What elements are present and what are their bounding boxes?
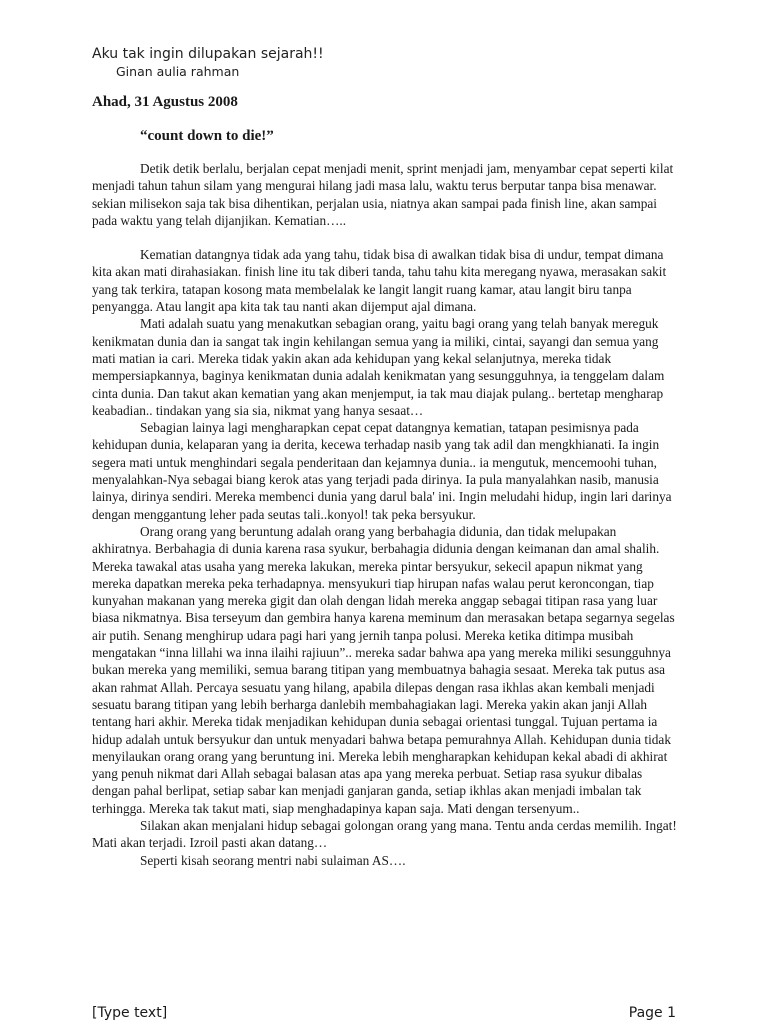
page-number: Page 1 [628, 1005, 676, 1021]
document-body [92, 160, 678, 869]
paragraph: Seperti kisah seorang mentri nabi sulaiman AS…. [140, 852, 406, 868]
paragraph: Sebagian lainya lagi mengharapkan cepat cepat datangnya kematian, tatapan pesimisnya pada kehidupan dunia, kelaparan yang ia derita, kecewa terhadap nasib yang tak adil dan mengkhianati. Ia ingin segera mati untuk menghindari segala penderitaan dan kejamnya dunia.. ia mengutuk, mencemoohi tuhan, menyalahkan-Nya sebagai biang kerok atas yang terjadi pada dirinya. Ia pula manyalahkan nasib, manusia lainya, dirinya sendiri. Mereka membenci dunia yang darul bala' ini. Ingin meludahi hidup, ingin lari darinya dengan menggantung leher pada seutas tali..konyol! tak peka bersyukur. [92, 420, 672, 522]
entry-heading: “count down to die!” [140, 128, 274, 144]
paragraph: Detik detik berlalu, berjalan cepat menjadi menit, sprint menjadi jam, menyambar cepat seperti kilat menjadi tahun tahun silam yang mengurai hilang jadi masa lalu, waktu terus berputar tanpa bisa menawar. sekian milisekon saja tak bisa dihentikan, perjalan usia, niatnya akan sampai pada finish line, akan sampai pada waktu yang telah dijanjikan. Kematian….. [92, 161, 674, 228]
author-name: Ginan aulia rahman [116, 64, 240, 79]
entry-date: Ahad, 31 Agustus 2008 [92, 94, 238, 110]
footer-placeholder-text: [Type text] [92, 1005, 168, 1021]
paragraph: Kematian datangnya tidak ada yang tahu, tidak bisa di awalkan tidak bisa di undur, tempat dimana kita akan mati dirahasiakan. finish line itu tak diberi tanda, tahu tahu kita meregang nyawa, merasakan sakit yang tak terkira, tatapan kosong mata membelalak ke langit langit ruang kamar, atau langit biru tanpa penyangga. Atau langit apa kita tak tau nanti akan dijemput ajal dimana. [92, 247, 667, 315]
document-title: Aku tak ingin dilupakan sejarah!! [92, 46, 324, 62]
paragraph: Orang orang yang beruntung adalah orang yang berbahagia didunia, dan tidak melupakan akhiratnya. Berbahagia di dunia karena rasa syukur, berbahagia didunia dengan keimanan dan amal shalih. Mereka tawakal atas usaha yang mereka lakukan, mereka pintar bersyukur, sekecil apapun nikmat yang mereka dapatkan mereka peka terhadapnya. mensyukuri tiap hirupan nafas walau perut keroncongan, tiap kunyahan makanan yang mereka gigit dan olah dengan lidah mereka anggap sebagai titipan rasa yang luar biasa nikmatnya. Bisa terseyum dan gembira hanya karena meminum dan merasakan betapa segarnya segelas air putih. Senang menghirup udara pagi hari yang jernih tanpa polusi. Mereka ketika ditimpa musibah mengatakan “inna lillahi wa inna ilaihi rajiuun”.. mereka sadar bahwa apa yang mereka miliki sesungguhnya bukan mereka yang memiliki, semua barang titipan yang membuatnya bahagia sesaat. Mereka tak putus asa akan rahmat Allah. Percaya sesuatu yang hilang, apabila dilepas dengan rasa ikhlas akan kembali menjadi sesuatu barang titipan yang lebih berharga danlebih membahagiakan lagi. Mereka yakin akan janji Allah tentang hari akhir. Mereka tidak menjadikan kehidupan dunia sebagai orientasi tunggal. Tujuan pertama ia hidup adalah untuk bersyukur dan untuk menyadari bahwa betapa pemurahnya Allah. Kehidupan dunia tidak menyilaukan orang orang yang beruntung ini. Mereka lebih mengharapkan kehidupan kekal abadi di akhirat yang penuh nikmat dari Allah sebagai balasan atas apa yang mereka perbuat. Setiap rasa syukur dibalas dengan pahal berlipat, setiap sabar kan menjadi ganjaran ganda, setiap ikhlas akan menjadi imbalan tak terhingga. Mereka tak takut mati, siap menghadapinya kapan saja. Mati dengan tersenyum.. [92, 523, 675, 816]
paragraph: Silakan akan menjalani hidup sebagai golongan orang yang mana. Tentu anda cerdas memilih. Ingat! Mati akan terjadi. Izroil pasti akan datang… [92, 817, 677, 851]
paragraph: Mati adalah suatu yang menakutkan sebagian orang, yaitu bagi orang yang telah banyak mereguk kenikmatan dunia dan ia sangat tak ingin kehilangan semua yang ia miliki, cintai, sayangi dan semua yang mati matian ia cari. Mereka tidak yakin akan ada kehidupan yang kekal selanjutnya, mereka tidak mempersiapkannya, baginya kenikmatan dunia adalah kenikmatan yang sesungguhnya, ia tenggelam dalam cinta dunia. Dan takut akan kematian yang akan menjemput, ia tak mau diajak pulang.. bertetap mengharap keabadian.. tindakan yang sia sia, nikmat yang hanya sesaat… [92, 316, 665, 418]
